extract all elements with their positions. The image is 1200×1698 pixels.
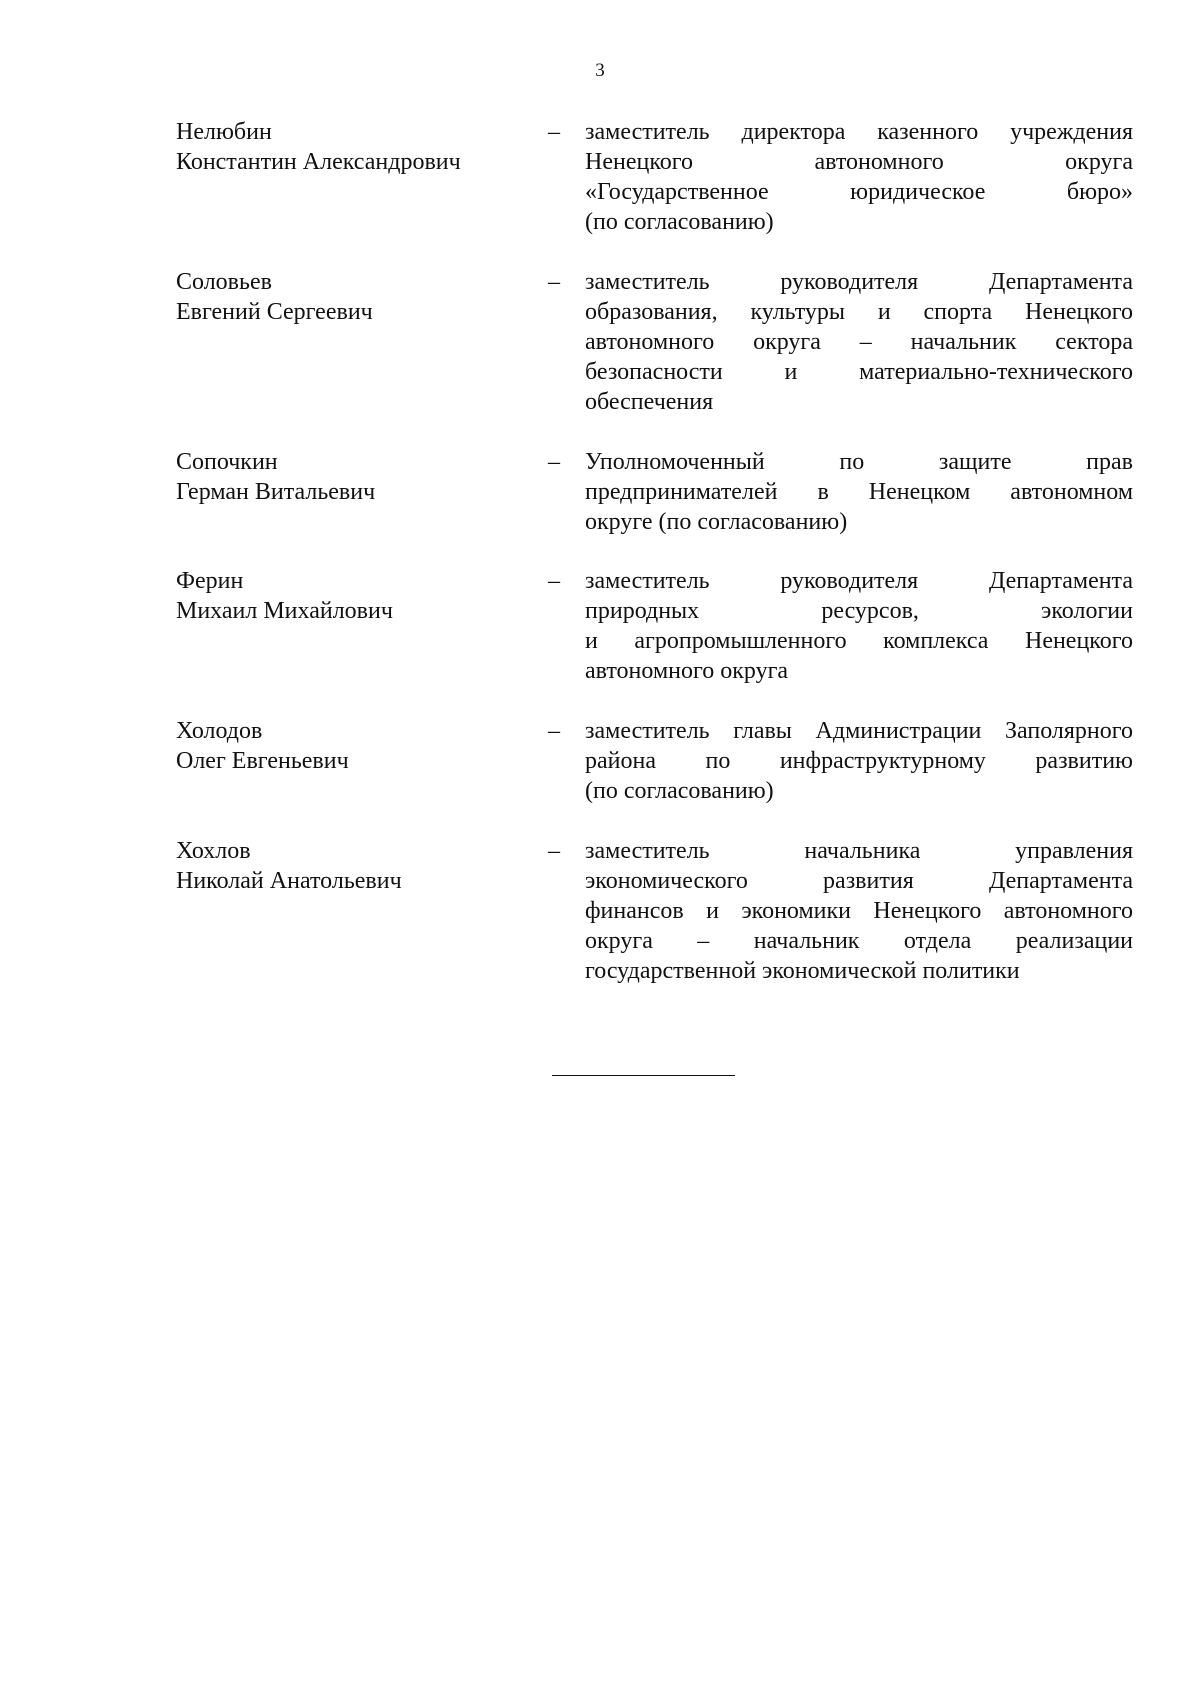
separator-dash: – xyxy=(548,838,560,864)
member-given-names: Евгений Сергеевич xyxy=(176,299,373,325)
member-position xyxy=(585,836,1133,986)
position-line: Уполномоченный по защите прав xyxy=(585,449,1133,475)
position-line: автономного округа xyxy=(585,658,789,684)
member-position xyxy=(585,716,1133,806)
member-name xyxy=(176,447,516,507)
member-surname: Хохлов xyxy=(176,838,251,864)
page-number: 3 xyxy=(595,60,605,81)
position-line: образования, культуры и спорта Ненецкого xyxy=(585,299,1133,325)
position-line: и агропромышленного комплекса Ненецкого xyxy=(585,628,1133,654)
member-surname: Нелюбин xyxy=(176,119,272,145)
member-given-names: Олег Евгеньевич xyxy=(176,748,349,774)
member-position xyxy=(585,447,1133,537)
position-line: (по согласованию) xyxy=(585,778,774,804)
member-surname: Соловьев xyxy=(176,269,272,295)
position-line: района по инфраструктурному развитию xyxy=(585,748,1133,774)
position-line: экономического развития Департамента xyxy=(585,868,1133,894)
member-given-names: Николай Анатольевич xyxy=(176,868,402,894)
member-name xyxy=(176,566,516,626)
member-given-names: Михаил Михайлович xyxy=(176,598,393,624)
position-line: заместитель руководителя Департамента xyxy=(585,568,1133,594)
member-surname: Холодов xyxy=(176,718,263,744)
member-name xyxy=(176,716,516,776)
position-line: государственной экономической политики xyxy=(585,958,1020,984)
position-line: заместитель директора казенного учреждения xyxy=(585,119,1133,145)
member-position xyxy=(585,117,1133,237)
member-given-names: Константин Александрович xyxy=(176,149,461,175)
position-line: финансов и экономики Ненецкого автономного xyxy=(585,898,1133,924)
position-line: Ненецкого автономного округа xyxy=(585,149,1133,175)
end-of-list-rule xyxy=(552,1075,735,1076)
member-name xyxy=(176,267,516,327)
position-line: округа – начальник отдела реализации xyxy=(585,928,1133,954)
position-line: (по согласованию) xyxy=(585,209,774,235)
position-line: безопасности и материально-технического xyxy=(585,359,1133,385)
member-given-names: Герман Витальевич xyxy=(176,479,376,505)
member-name xyxy=(176,836,516,896)
position-line: заместитель главы Администрации Заполярного xyxy=(585,718,1133,744)
member-position xyxy=(585,267,1133,417)
position-line: природных ресурсов, экологии xyxy=(585,598,1133,624)
separator-dash: – xyxy=(548,718,560,744)
member-surname: Сопочкин xyxy=(176,449,278,475)
position-line: заместитель начальника управления xyxy=(585,838,1133,864)
member-name xyxy=(176,117,516,177)
position-line: предпринимателей в Ненецком автономном xyxy=(585,479,1133,505)
member-position xyxy=(585,566,1133,686)
position-line: автономного округа – начальник сектора xyxy=(585,329,1133,355)
position-line: заместитель руководителя Департамента xyxy=(585,269,1133,295)
position-line: округе (по согласованию) xyxy=(585,509,848,535)
separator-dash: – xyxy=(548,269,560,295)
separator-dash: – xyxy=(548,568,560,594)
position-line: «Государственное юридическое бюро» xyxy=(585,179,1133,205)
position-line: обеспечения xyxy=(585,389,714,415)
separator-dash: – xyxy=(548,449,560,475)
member-surname: Ферин xyxy=(176,568,244,594)
separator-dash: – xyxy=(548,119,560,145)
